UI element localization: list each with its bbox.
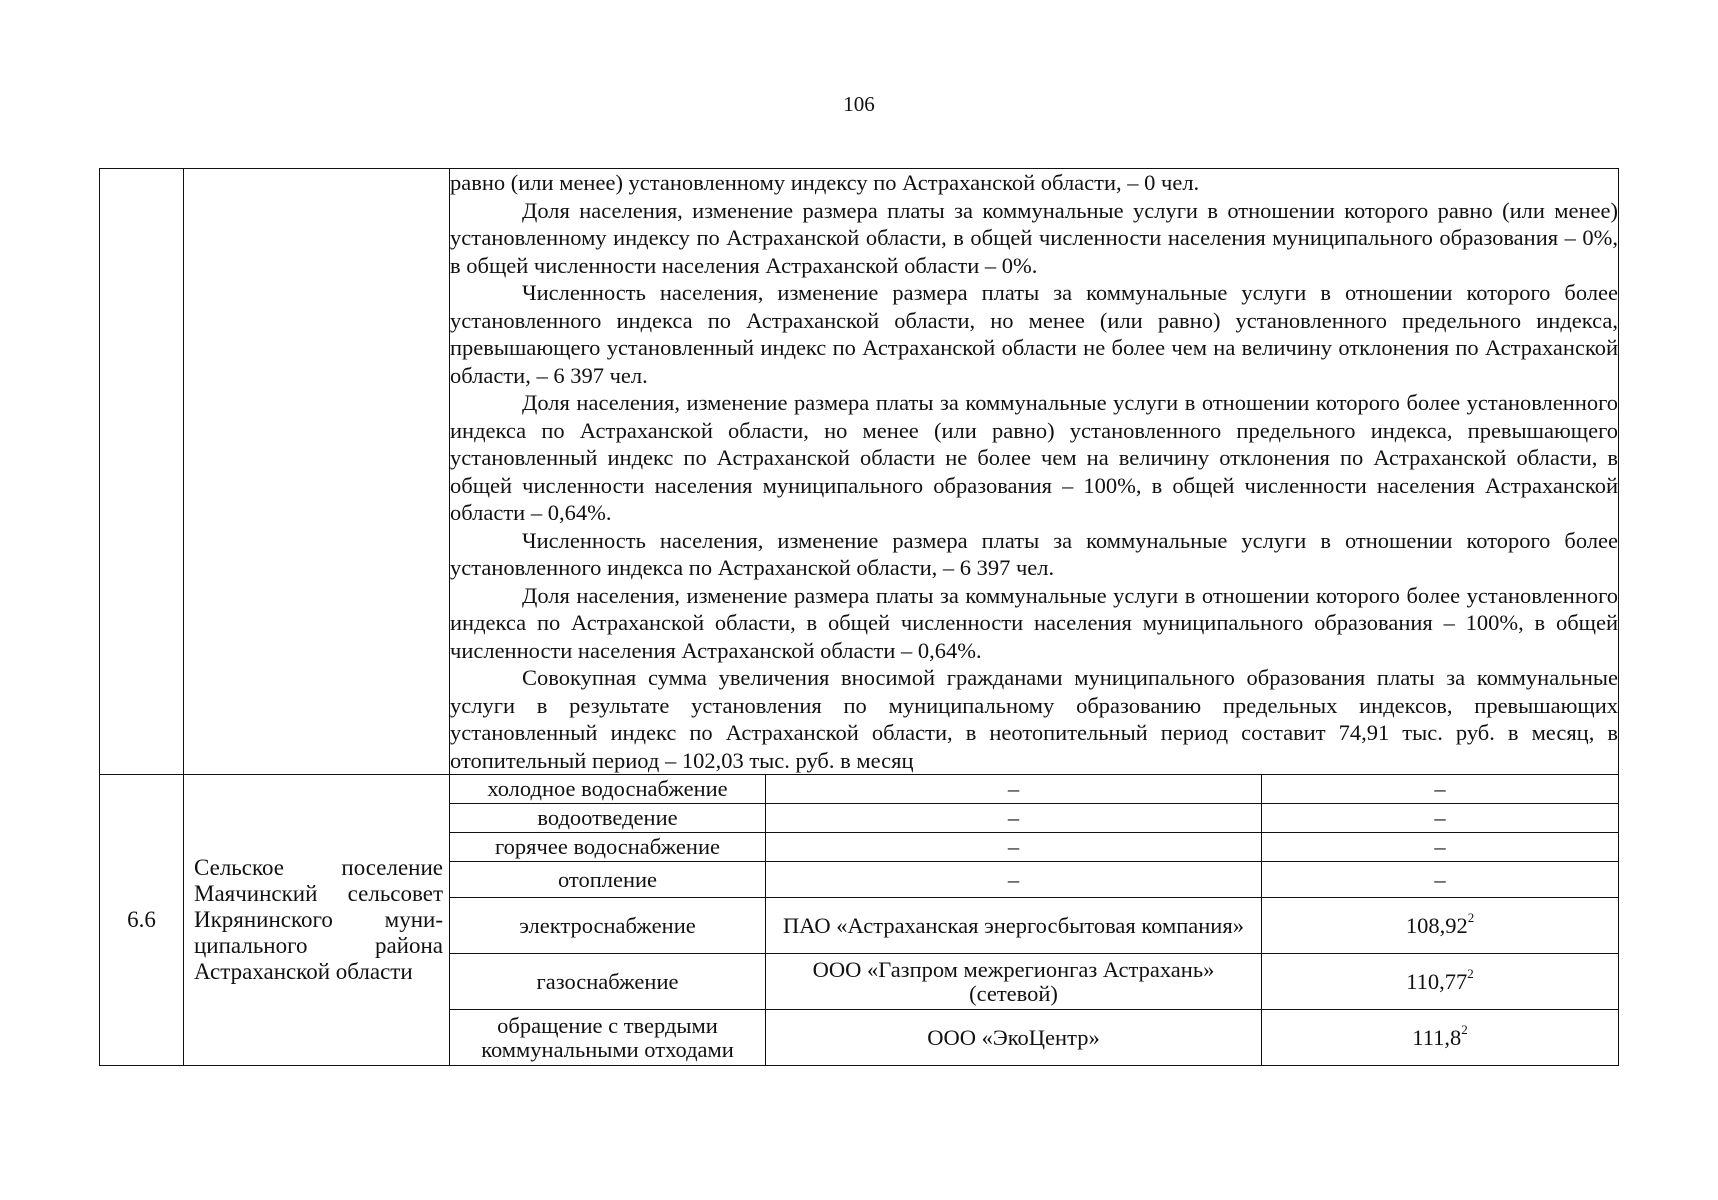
paragraph: Совокупная сумма увеличения вносимой гражданами муниципального образования платы за коммунальные услуги в результате установления по муниципальному образованию предельных индексов, превышающих установленный индекс по Астраханской области, в неотопительный период составит 74,91 тыс. руб. в месяц, в отопительный период – 102,03 тыс. руб. в месяц [450, 665, 1619, 773]
provider-name: ПАО «Астраханская энергосбытовая компания» [766, 898, 1262, 954]
provider-name: ООО «Газпром межрегионгаз Астрахань» (сетевой) [766, 954, 1262, 1010]
provider-name: – [766, 804, 1262, 833]
municipality-name-line: Сельское поселение [194, 855, 443, 880]
number-cell-empty [100, 169, 184, 775]
service-name: холодное водоснабжение [450, 775, 766, 804]
index-number: 108,92 [1405, 912, 1468, 938]
service-name: электроснабжение [450, 898, 766, 954]
provider-name: – [766, 775, 1262, 804]
service-name: горячее водоснабжение [450, 833, 766, 862]
name-cell-empty [184, 169, 450, 775]
provider-name: ООО «ЭкоЦентр» [766, 1010, 1262, 1066]
index-number: 110,77 [1406, 968, 1468, 994]
municipality-name [184, 775, 450, 1066]
provider-name: – [766, 862, 1262, 898]
index-value: – [1262, 775, 1619, 804]
municipality-name-line: ципального района [194, 933, 443, 958]
index-value [1262, 898, 1619, 954]
section-number: 6.6 [100, 775, 184, 1066]
municipality-name-line: Маячинский сельсовет [194, 881, 443, 906]
provider-name: – [766, 833, 1262, 862]
index-value: – [1262, 862, 1619, 898]
paragraph: Численность населения, изменение размера платы за коммунальные услуги в отношении которого более установленного индекса по Астраханской области, но менее (или равно) установленного предельного индекса, превышающего установленный индекс по Астраханской области не более чем на величину отклонения по Астраханской области, – 6 397 чел. [450, 280, 1619, 388]
text-row [100, 169, 1619, 775]
service-name: отопление [450, 862, 766, 898]
description-cell [450, 169, 1619, 775]
index-number: 111,8 [1412, 1024, 1462, 1050]
footnote-mark: 2 [1467, 910, 1475, 925]
index-value: – [1262, 833, 1619, 862]
municipality-name-line: Астраханской области [194, 959, 413, 984]
index-value [1262, 1010, 1619, 1066]
index-value: – [1262, 804, 1619, 833]
footnote-mark: 2 [1467, 966, 1474, 981]
service-name: газоснабжение [450, 954, 766, 1010]
municipality-name-line: Икрянинского муни- [194, 907, 443, 932]
paragraph: Доля населения, изменение размера платы за коммунальные услуги в отношении которого более установленного индекса по Астраханской области, но менее (или равно) установленного предельного индекса, превышающего установленный индекс по Астраханской области не более чем на величину отклонения по Астраханской области, в общей численности населения муниципального образования – 100%, в общей численности населения Астраханской области – 0,64%. [450, 390, 1619, 525]
index-value [1262, 954, 1619, 1010]
table-row [100, 775, 1619, 804]
paragraph: Численность населения, изменение размера платы за коммунальные услуги в отношении которого более установленного индекса по Астраханской области, – 6 397 чел. [450, 527, 1619, 580]
paragraph: Доля населения, изменение размера платы за коммунальные услуги в отношении которого более установленного индекса по Астраханской области, в общей численности населения муниципального образования – 100%, в общей численности населения Астраханской области – 0,64%. [450, 582, 1619, 663]
service-name: водоотведение [450, 804, 766, 833]
footnote-mark: 2 [1461, 1022, 1468, 1037]
tariff-table [99, 168, 1619, 1066]
paragraph: равно (или менее) установленному индексу по Астраханской области, – 0 чел. [450, 170, 1200, 195]
page-number: 106 [843, 92, 875, 116]
service-name: обращение с твердыми коммунальными отходами [450, 1010, 766, 1066]
paragraph: Доля населения, изменение размера платы за коммунальные услуги в отношении которого равно (или менее) установленному индексу по Астраханской области, в общей численности населения муниципального образования – 0%, в общей численности населения Астраханской области – 0%. [450, 197, 1619, 278]
